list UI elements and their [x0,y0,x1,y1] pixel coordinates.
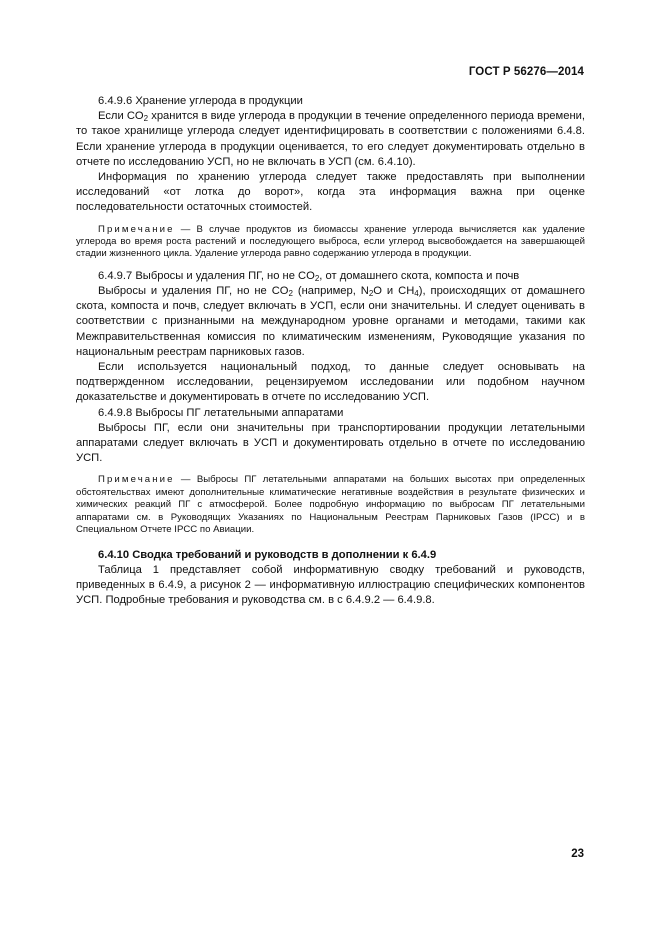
note-6498 [76,474,585,536]
subscript: 4 [414,289,419,299]
text-run: (например, N [292,285,369,298]
note-text: — В случае продуктов из биомассы хранение углерода вычисляется как удаление углерода во время роста растений и последующего выброса, если углерод высвобождается на завершающей стадии жизненного цикла. Удаление углерода равно содержанию углерода в продукции. [76,223,585,260]
paragraph-6498-1: Выбросы ПГ, если они значительны при транспортировании продукции летательными аппаратами следует включать в УСП и документировать отдельно в отчете по исследованию УСП. [76,421,585,465]
heading-6410: 6.4.10 Сводка требований и руководств в дополнении к 6.4.9 [98,548,437,561]
paragraph-6410-1: Таблица 1 представляет собой информативную сводку требований и руководств, приведенных в 6.4.9, а рисунок 2 — информативную иллюстрацию специфических компонентов УСП. Подробные требования и руководства см. в с 6.4.9.2 — 6.4.9.8. [76,563,585,607]
paragraph-6497-1 [76,284,585,360]
subscript: 2 [143,114,149,124]
document-id: ГОСТ Р 56276—2014 [468,66,584,78]
heading-6497 [76,269,585,284]
text-run: Выбросы и удаления ПГ, но не CO [98,285,289,298]
note-text: — Выбросы ПГ летательными аппаратами на больших высотах при определенных обстоятельствах имеют дополнительные климатические негативные воздействия в результате физических и химических реакций ПГ с атмосферой. Более подробную информацию по выбросам ПГ летательными аппаратами см. в Руководящих Указаниях по Национальным Реестрам Парниковых Газов (IPCC) и в Специальном Отчете IPCC по Авиации. [76,474,585,536]
page-content [76,94,585,608]
subscript: 2 [314,273,320,283]
text-run: ), происходящих от домашнего скота, компоста и почв, следует включать в УСП, если они значительны. И следует оценивать в соответствии с признанными на международном уровне органами и методами, такими как Межправительственная комиссия по климатическим изменениям, Руководящие указания по национальным реестрам парниковых газов. [76,285,586,358]
note-label: Примечание [98,474,175,486]
paragraph-6496-2: Информация по хранению углерода следует также предоставлять при выполнении исследований «от лотка до ворот», когда эта информация важна при оценке последовательности остаточных стоимостей. [76,171,585,214]
heading-6496: 6.4.9.6 Хранение углерода в продукции [98,95,303,107]
note-6496 [76,224,585,261]
text-run: , от домашнего скота, компоста и почв [319,269,520,282]
text-run: Если CO [98,110,144,123]
text-run: O и CH [373,285,415,298]
subscript: 2 [288,289,293,299]
text-run: хранится в виде углерода в продукции в течение определенного периода времени, то такое хранилище углерода следует идентифицировать в соответствии с положениями 6.4.8. Если хранение углерода в продукции оценивается, то его следует документировать отдельно в отчете по исследованию УСП, но не включать в УСП (см. 6.4.10). [76,110,585,168]
text-run: 6.4.9.7 Выбросы и удаления ПГ, но не CO [98,269,315,282]
heading-6498: 6.4.9.8 Выбросы ПГ летательными аппаратами [98,406,344,419]
paragraph-6497-2: Если используется национальный подход, то данные следует основывать на подтвержденном исследовании, рецензируемом исследовании или подобном научном доказательстве и документировать в отчете по исследованию УСП. [76,361,585,404]
subscript: 2 [368,289,374,299]
note-label: Примечание [98,223,175,235]
paragraph-6496-1 [76,109,585,170]
page-number: 23 [571,848,584,860]
